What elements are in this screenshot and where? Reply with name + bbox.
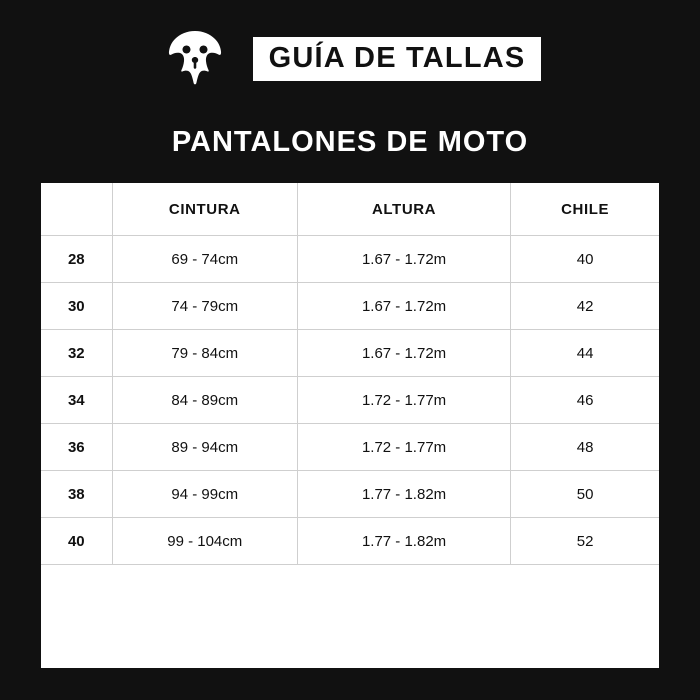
cell-waist: 94 - 99cm (112, 471, 297, 518)
cell-chile: 48 (511, 424, 659, 471)
table-row (41, 377, 659, 424)
cell-size: 40 (41, 518, 112, 565)
cell-size: 36 (41, 424, 112, 471)
cell-height: 1.77 - 1.82m (297, 471, 510, 518)
column-header-country: CHILE (511, 183, 659, 236)
cell-chile: 40 (511, 236, 659, 283)
cell-height: 1.67 - 1.72m (297, 283, 510, 330)
table-body (41, 236, 659, 565)
cell-chile: 42 (511, 283, 659, 330)
table-row (41, 518, 659, 565)
table-header-row (41, 183, 659, 236)
table-row (41, 283, 659, 330)
table-row (41, 330, 659, 377)
cell-chile: 52 (511, 518, 659, 565)
cell-size: 32 (41, 330, 112, 377)
cell-chile: 50 (511, 471, 659, 518)
cell-size: 28 (41, 236, 112, 283)
column-header-waist: CINTURA (112, 183, 297, 236)
page-subtitle: PANTALONES DE MOTO (171, 126, 529, 158)
cell-size: 34 (41, 377, 112, 424)
cell-height: 1.72 - 1.77m (297, 424, 510, 471)
table-row (41, 424, 659, 471)
cell-waist: 69 - 74cm (112, 236, 297, 283)
fox-head-logo-icon (159, 29, 231, 89)
cell-height: 1.67 - 1.72m (297, 330, 510, 377)
table-row (41, 471, 659, 518)
cell-chile: 46 (511, 377, 659, 424)
cell-waist: 79 - 84cm (112, 330, 297, 377)
cell-waist: 89 - 94cm (112, 424, 297, 471)
table-header (41, 183, 659, 236)
table-row (41, 236, 659, 283)
size-table-card (41, 183, 659, 668)
page-header (0, 28, 700, 90)
cell-height: 1.77 - 1.82m (297, 518, 510, 565)
cell-size: 30 (41, 283, 112, 330)
cell-chile: 44 (511, 330, 659, 377)
column-header-size (41, 183, 112, 236)
page-title: GUÍA DE TALLAS (253, 37, 542, 81)
cell-waist: 74 - 79cm (112, 283, 297, 330)
cell-height: 1.67 - 1.72m (297, 236, 510, 283)
cell-size: 38 (41, 471, 112, 518)
column-header-height: ALTURA (297, 183, 510, 236)
size-table (41, 183, 659, 565)
cell-waist: 84 - 89cm (112, 377, 297, 424)
cell-waist: 99 - 104cm (112, 518, 297, 565)
cell-height: 1.72 - 1.77m (297, 377, 510, 424)
